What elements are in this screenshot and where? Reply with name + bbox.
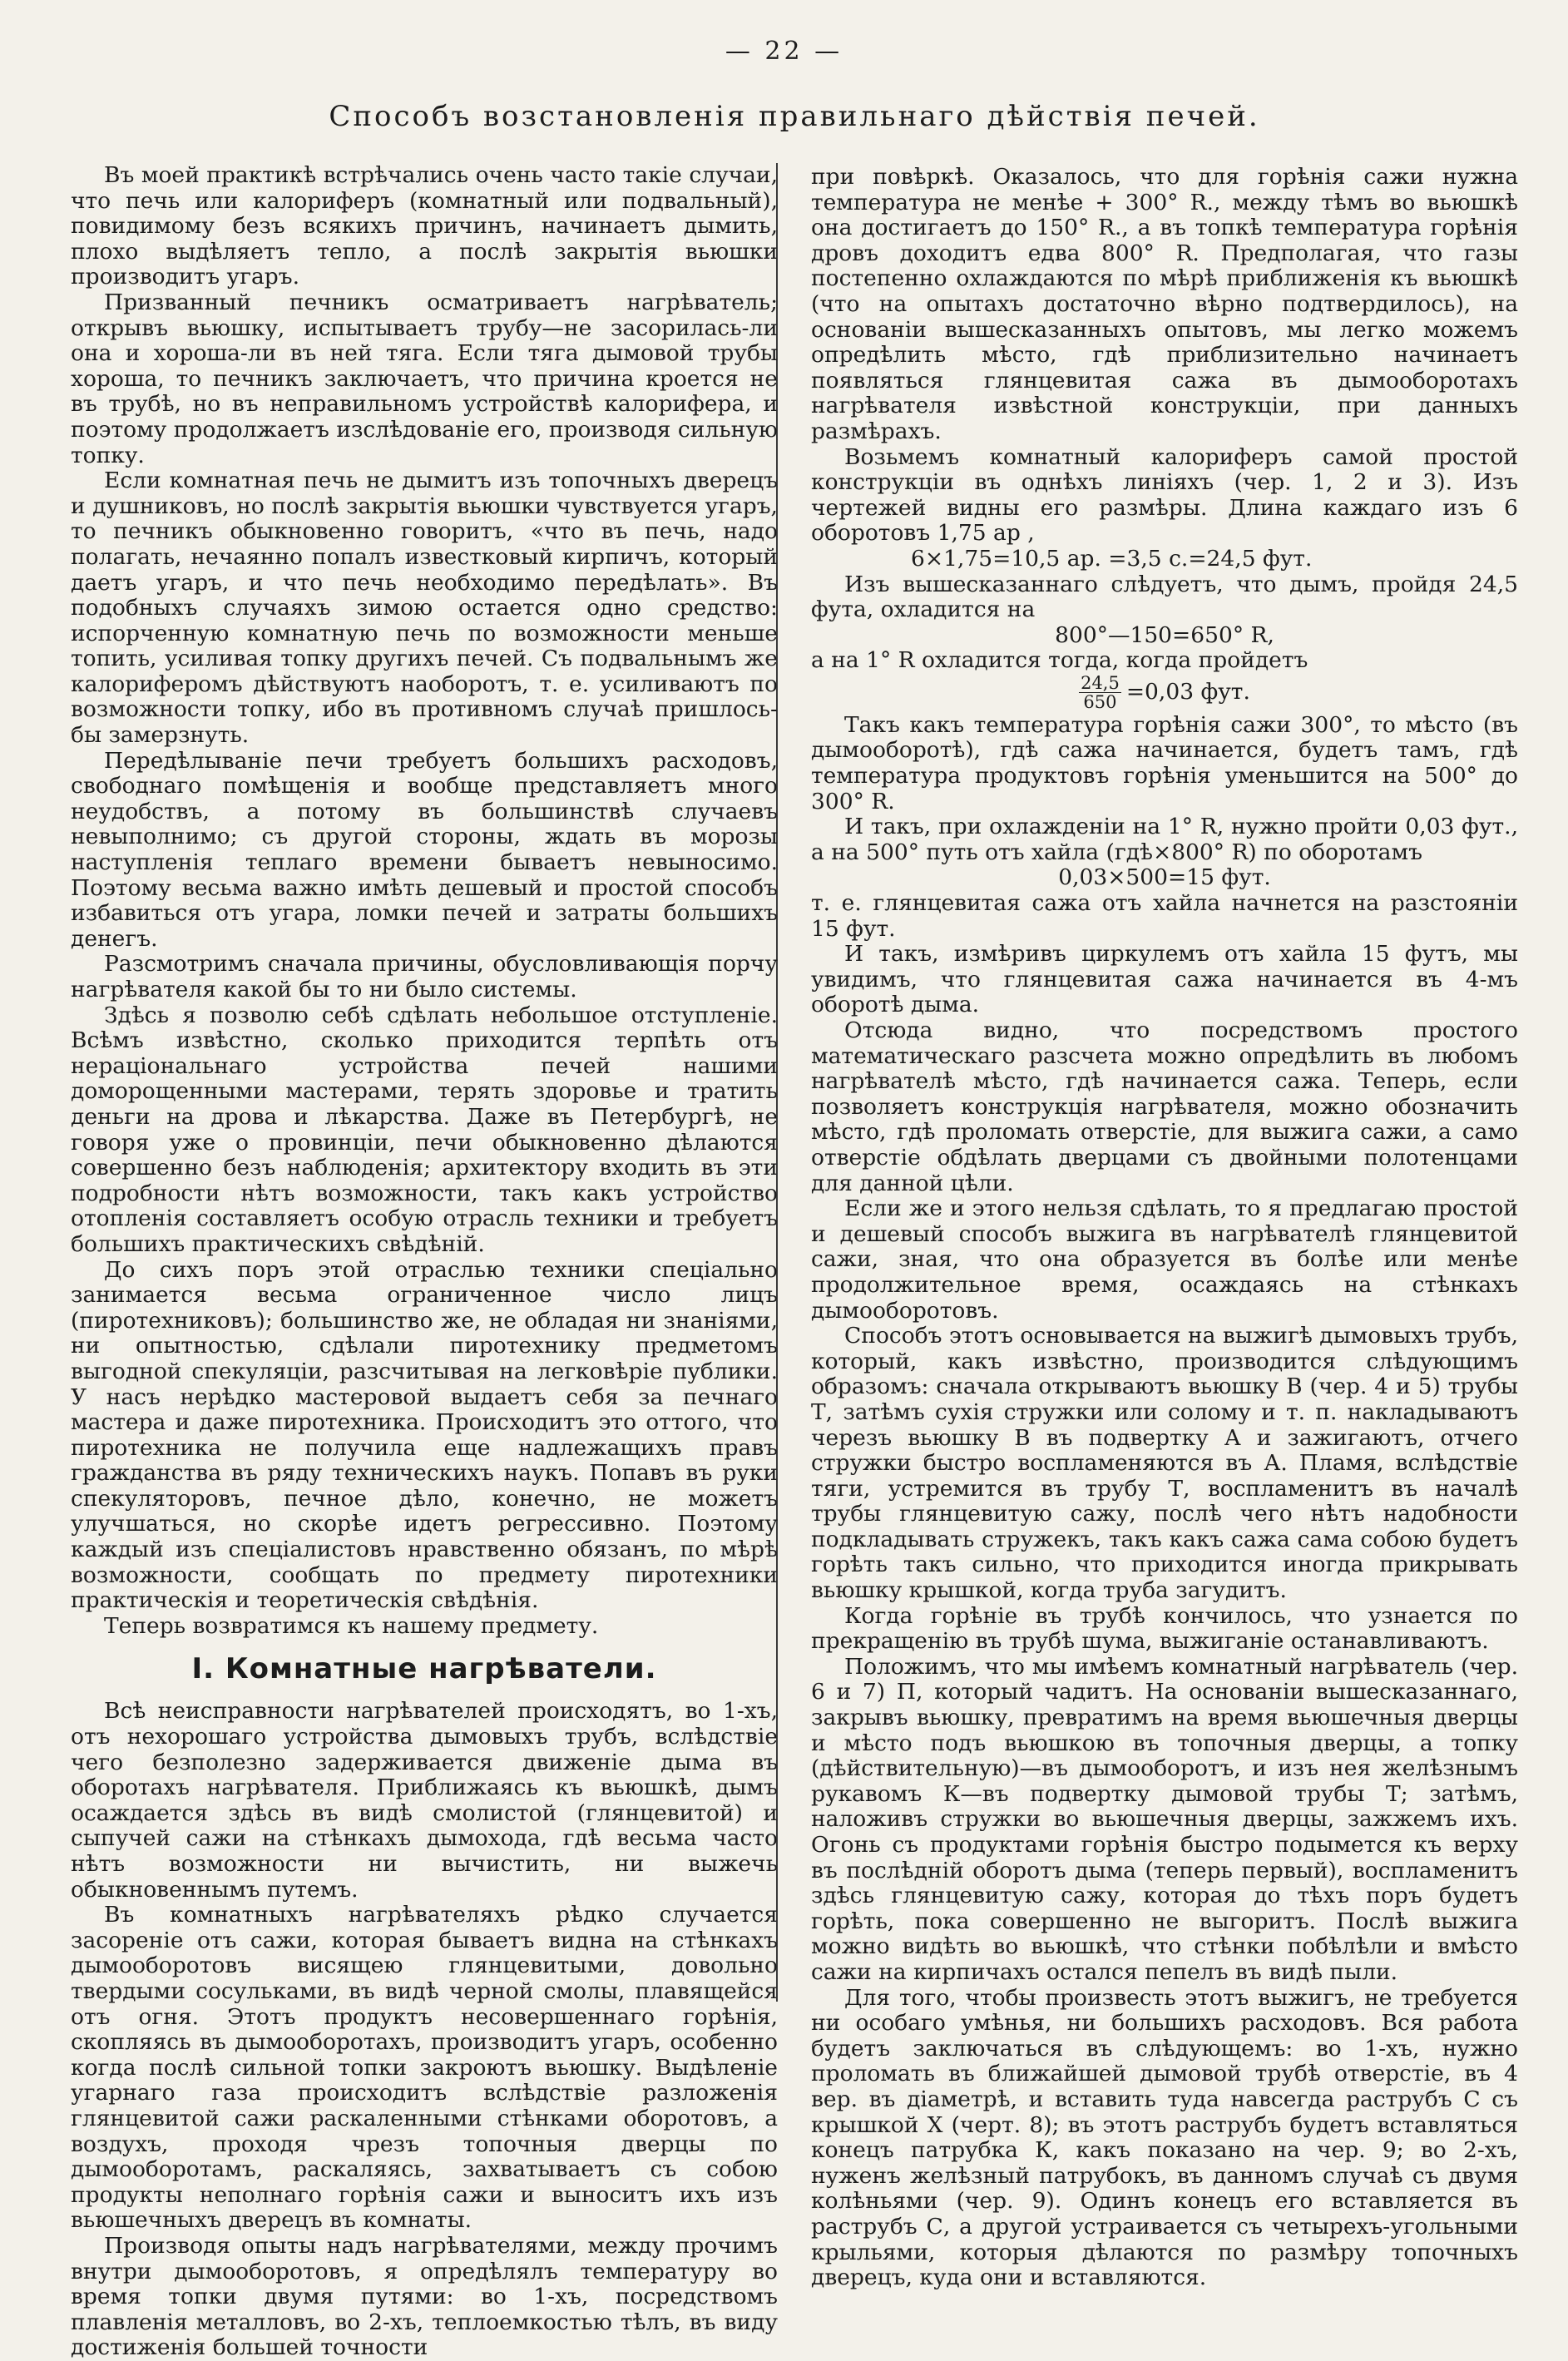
paragraph: Здѣсь я позволю себѣ сдѣлать небольшое отступленіе. Всѣмъ извѣстно, сколько приходится терпѣть отъ нераціональнаго устройства печей нашими доморощенными мастерами, терять здоровье и тратить деньги на дрова и лѣкарства. Даже въ Петербургѣ, не говоря уже о провинціи, печи обыкновенно дѣлаются совершенно безъ наблюденія; архитектору входить въ эти подробности нѣтъ возможности, такъ какъ устройство отопленія составляетъ особую отрасль техники и требуетъ большихъ практическихъ свѣдѣній.	[71, 1002, 778, 1257]
paragraph: Возьмемъ комнатный калориферъ самой простой конструкціи въ однѣхъ линіяхъ (чер. 1, 2 и 3). Изъ чертежей видны его размѣры. Длина каждаго изъ 6 оборотовъ 1,75 ар ,	[811, 443, 1518, 547]
fraction-numerator: 24,5	[1081, 672, 1120, 693]
formula: 0,03×500=15 фут.	[1058, 864, 1271, 891]
paragraph: Когда горѣніе въ трубѣ кончилось, что узнается по прекращенію въ трубѣ шума, выжиганіе останавливаютъ.	[811, 1602, 1518, 1655]
page-title: Способъ возстановленія правильнаго дѣйствія печей.	[329, 100, 1260, 133]
page-number: — 22 —	[725, 37, 843, 66]
formula: 800°—150=650° R,	[1055, 621, 1274, 648]
paragraph: До сихъ поръ этой отраслью техники спеціально занимается весьма ограниченное число лицъ (пиротехниковъ); большинство же, не обладая ни знаніями, ни опытностью, сдѣлали пиротехнику предметомъ выгодной спекуляціи, разсчитывая на легковѣріе публики. У насъ нерѣдко мастеровой выдаетъ себя за печнаго мастера и даже пиротехника. Происходитъ это оттого, что пиротехника не получила еще надлежащихъ правъ гражданства въ ряду техническихъ наукъ. Попавъ въ руки спекуляторовъ, печное дѣло, конечно, не можетъ улучшаться, но скорѣе идетъ регрессивно. Поэтому каждый изъ спеціалистовъ нравственно обязанъ, по мѣрѣ возможности, сообщать по предмету пиротехники практическія и теоретическія свѣдѣнія.	[71, 1256, 778, 1614]
paragraph: при повѣркѣ. Оказалось, что для горѣнія сажи нужна температура не менѣе + 300° R., между тѣмъ во вьюшкѣ она достигаетъ до 150° R., а въ топкѣ температура горѣнія дровъ доходитъ едва 800° R. Предполагая, что газы постепенно охлаждаются по мѣрѣ приближенія къ вьюшкѣ (что на опытахъ достаточно вѣрно подтвердилось), на основаніи вышесказанныхъ опытовъ, мы легко можемъ опредѣлить мѣсто, гдѣ приблизительно начинаетъ появляться глянцевитая сажа въ дымооборотахъ нагрѣвателя извѣстной конструкціи, при данныхъ размѣрахъ.	[811, 164, 1518, 444]
paragraph: Разсмотримъ сначала причины, обусловливающія порчу нагрѣвателя какой бы то ни было системы.	[71, 951, 778, 1002]
paragraph: Если комнатная печь не дымитъ изъ топочныхъ дверецъ и душниковъ, но послѣ закрытія вьюшки чувствуется угаръ, то печникъ обыкновенно говоритъ, «что въ печь, надо полагать, нечаянно попалъ известковый кирпичъ, который даетъ угаръ, и что печь необходимо передѣлать». Въ подобныхъ случаяхъ зимою остается одно средство: испорченную комнатную печь по возможности меньше топить, усиливая топку другихъ печей. Съ подвальнымъ же калориферомъ дѣйствуютъ наоборотъ, т. е. усиливаютъ по возможности топку, ибо въ противномъ случаѣ пришлось-бы замерзнуть.	[71, 468, 778, 749]
fraction-formula	[811, 674, 1518, 711]
section-heading: I. Комнатные нагрѣватели.	[191, 1652, 657, 1686]
paragraph: Если же и этого нельзя сдѣлать, то я предлагаю простой и дешевый способъ выжига въ нагрѣвателѣ глянцевитой сажи, зная, что она образуется въ болѣе или менѣе продолжительное время, осаждаясь на стѣнкахъ дымооборотовъ.	[811, 1195, 1518, 1324]
fraction-denominator: 650	[1083, 691, 1117, 712]
paragraph: Всѣ неисправности нагрѣвателей происходятъ, во 1-хъ, отъ нехорошаго устройства дымовыхъ трубъ, вслѣдствіе чего безполезно задерживается движеніе дыма въ оборотахъ нагрѣвателя. Приближаясь къ вьюшкѣ, дымъ осаждается здѣсь въ видѣ смолистой (глянцевитой) и сыпучей сажи на стѣнкахъ дымохода, гдѣ весьма часто нѣтъ возможности ни вычистить, ни выжечь обыкновеннымъ путемъ.	[71, 1698, 778, 1903]
paragraph: Теперь возвратимся къ нашему предмету.	[104, 1612, 599, 1639]
paragraph: Въ комнатныхъ нагрѣвателяхъ рѣдко случается засореніе отъ сажи, которая бываетъ видна на стѣнкахъ дымооборотовъ висящею глянцевитыми, довольно твердыми сосульками, въ видѣ черной смолы, плавящейся отъ огня. Этотъ продуктъ несовершеннаго горѣнія, скопляясь въ дымооборотахъ, производитъ угаръ, особенно когда послѣ сильной топки закроютъ вьюшку. Выдѣленіе угарнаго газа происходитъ вслѣдствіе разложенія глянцевитой сажи раскаленными стѣнками оборотовъ, а воздухъ, проходя чрезъ топочныя дверцы по дымооборотамъ, раскаляясь, захватываетъ съ собою продукты неполнаго горѣнія сажи и выноситъ ихъ изъ вьюшечныхъ дверецъ въ комнаты.	[71, 1902, 778, 2234]
paragraph: Такъ какъ температура горѣнія сажи 300°, то мѣсто (въ дымооборотѣ), гдѣ сажа начинается, будетъ тамъ, гдѣ температура продуктовъ горѣнія уменьшится на 500° до 300° R.	[811, 711, 1518, 814]
paragraph: т. е. глянцевитая сажа отъ хайла начнется на разстояніи 15 фут.	[811, 890, 1518, 942]
paragraph: Способъ этотъ основывается на выжигѣ дымовыхъ трубъ, который, какъ извѣстно, производится слѣдующимъ образомъ: сначала открываютъ вьюшку В (чер. 4 и 5) трубы Т, затѣмъ сухія стружки или солому и т. п. накладываютъ черезъ вьюшку В въ подвертку А и зажигаютъ, отчего стружки быстро воспламеняются въ А. Пламя, вслѣдствіе тяги, устремится въ трубу Т, воспламенитъ въ началѣ трубы глянцевитую сажу, послѣ чего нѣтъ надобности подкладывать стружекъ, такъ какъ сажа сама собою будетъ горѣть такъ сильно, что приходится иногда прикрывать вьюшку крышкой, когда труба загудитъ.	[811, 1323, 1518, 1604]
paragraph: Изъ вышесказаннаго слѣдуетъ, что дымъ, пройдя 24,5 фута, охладится на	[811, 571, 1518, 623]
formula: 6×1,75=10,5 ар. =3,5 с.=24,5 фут.	[911, 545, 1313, 572]
fraction-result: =0,03 фут.	[1125, 679, 1250, 705]
paragraph: И такъ, измѣривъ циркулемъ отъ хайла 15 футъ, мы увидимъ, что глянцевитая сажа начинается въ 4-мъ оборотѣ дыма.	[811, 941, 1518, 1018]
right-column	[811, 165, 1518, 2291]
paragraph: Отсюда видно, что посредствомъ простого математическаго разсчета можно опредѣлить въ любомъ нагрѣвателѣ мѣсто, гдѣ начинается сажа. Теперь, если позволяетъ конструкція нагрѣвателя, можно обозначить мѣсто, гдѣ проломать отверстіе, для выжига сажи, а само отверстіе обдѣлать дверцами съ двойными полотенцами для данной цѣли.	[811, 1017, 1518, 1196]
left-column	[71, 163, 778, 2361]
paragraph: И такъ, при охлажденіи на 1° R, нужно пройти 0,03 фут., а на 500° путь отъ хайла (гдѣ×800° R) по оборотамъ	[811, 814, 1518, 865]
paragraph: Производя опыты надъ нагрѣвателями, между прочимъ внутри дымооборотовъ, я опредѣлялъ температуру во время топки двумя путями: во 1-хъ, посредствомъ плавленія металловъ, во 2-хъ, теплоемкостью тѣлъ, въ виду достиженія большей точности	[71, 2232, 778, 2361]
paragraph: Въ моей практикѣ встрѣчались очень часто такіе случаи, что печь или калориферъ (комнатный или подвальный), повидимому безъ всякихъ причинъ, начинаетъ дымить, плохо выдѣляетъ тепло, а послѣ закрытія вьюшки производитъ угаръ.	[71, 162, 778, 290]
paragraph: Передѣлываніе печи требуетъ большихъ расходовъ, свободнаго помѣщенія и вообще представляетъ много неудобствъ, а потому въ большинствѣ случаевъ невыполнимо; съ другой стороны, ждать въ морозы наступленія теплаго времени бываетъ невыносимо. Поэтому весьма важно имѣть дешевый и простой способъ избавиться отъ угара, ломки печей и затраты большихъ денегъ.	[71, 747, 778, 952]
paragraph: Для того, чтобы произвесть этотъ выжигъ, не требуется ни особаго умѣнья, ни большихъ расходовъ. Вся работа будетъ заключаться въ слѣдующемъ: во 1-хъ, нужно проломать въ ближайшей дымовой трубѣ отверстіе, въ 4 вер. въ діаметрѣ, и вставить туда навсегда раструбъ С съ крышкой Х (черт. 8); въ этотъ раструбъ будетъ вставляться конецъ патрубка К, какъ показано на чер. 9; во 2-хъ, нуженъ желѣзный патрубокъ, въ данномъ случаѣ съ двумя колѣньями (чер. 9). Одинъ конецъ его вставляется въ раструбъ С, а другой устраивается съ четырехъ-угольными крыльями, которыя дѣлаются по размѣру топочныхъ дверецъ, куда они и вставляются.	[811, 1984, 1518, 2291]
paragraph: Призванный печникъ осматриваетъ нагрѣватель; открывъ вьюшку, испытываетъ трубу—не засорилась-ли она и хороша-ли въ ней тяга. Если тяга дымовой трубы хороша, то печникъ заключаетъ, что причина кроется не въ трубѣ, но въ неправильномъ устройствѣ калорифера, и поэтому продолжаетъ изслѣдованіе его, производя сильную топку.	[71, 289, 778, 468]
paragraph: Положимъ, что мы имѣемъ комнатный нагрѣватель (чер. 6 и 7) П, который чадитъ. На основаніи вышесказаннаго, закрывъ вьюшку, превратимъ на время вьюшечныя дверцы и мѣсто подъ вьюшкою въ топочныя дверцы, а топку (дѣйствительную)—въ дымооборотъ, и изъ нея желѣзнымъ рукавомъ К—въ подвертку дымовой трубы Т; затѣмъ, наложивъ стружки во вьюшечныя дверцы, зажжемъ ихъ. Огонь съ продуктами горѣнія быстро подымется къ верху въ послѣдній оборотъ дыма (теперь первый), воспламенитъ здѣсь глянцевитую сажу, которая до тѣхъ поръ будетъ горѣть, пока совершенно не выгоритъ. Послѣ выжига можно видѣть во вьюшкѣ, что стѣнки побѣлѣли и вмѣсто сажи на кирпичахъ остался пепелъ въ видѣ пыли.	[811, 1653, 1518, 1985]
paragraph: а на 1° R охладится тогда, когда пройдетъ	[811, 647, 1308, 674]
